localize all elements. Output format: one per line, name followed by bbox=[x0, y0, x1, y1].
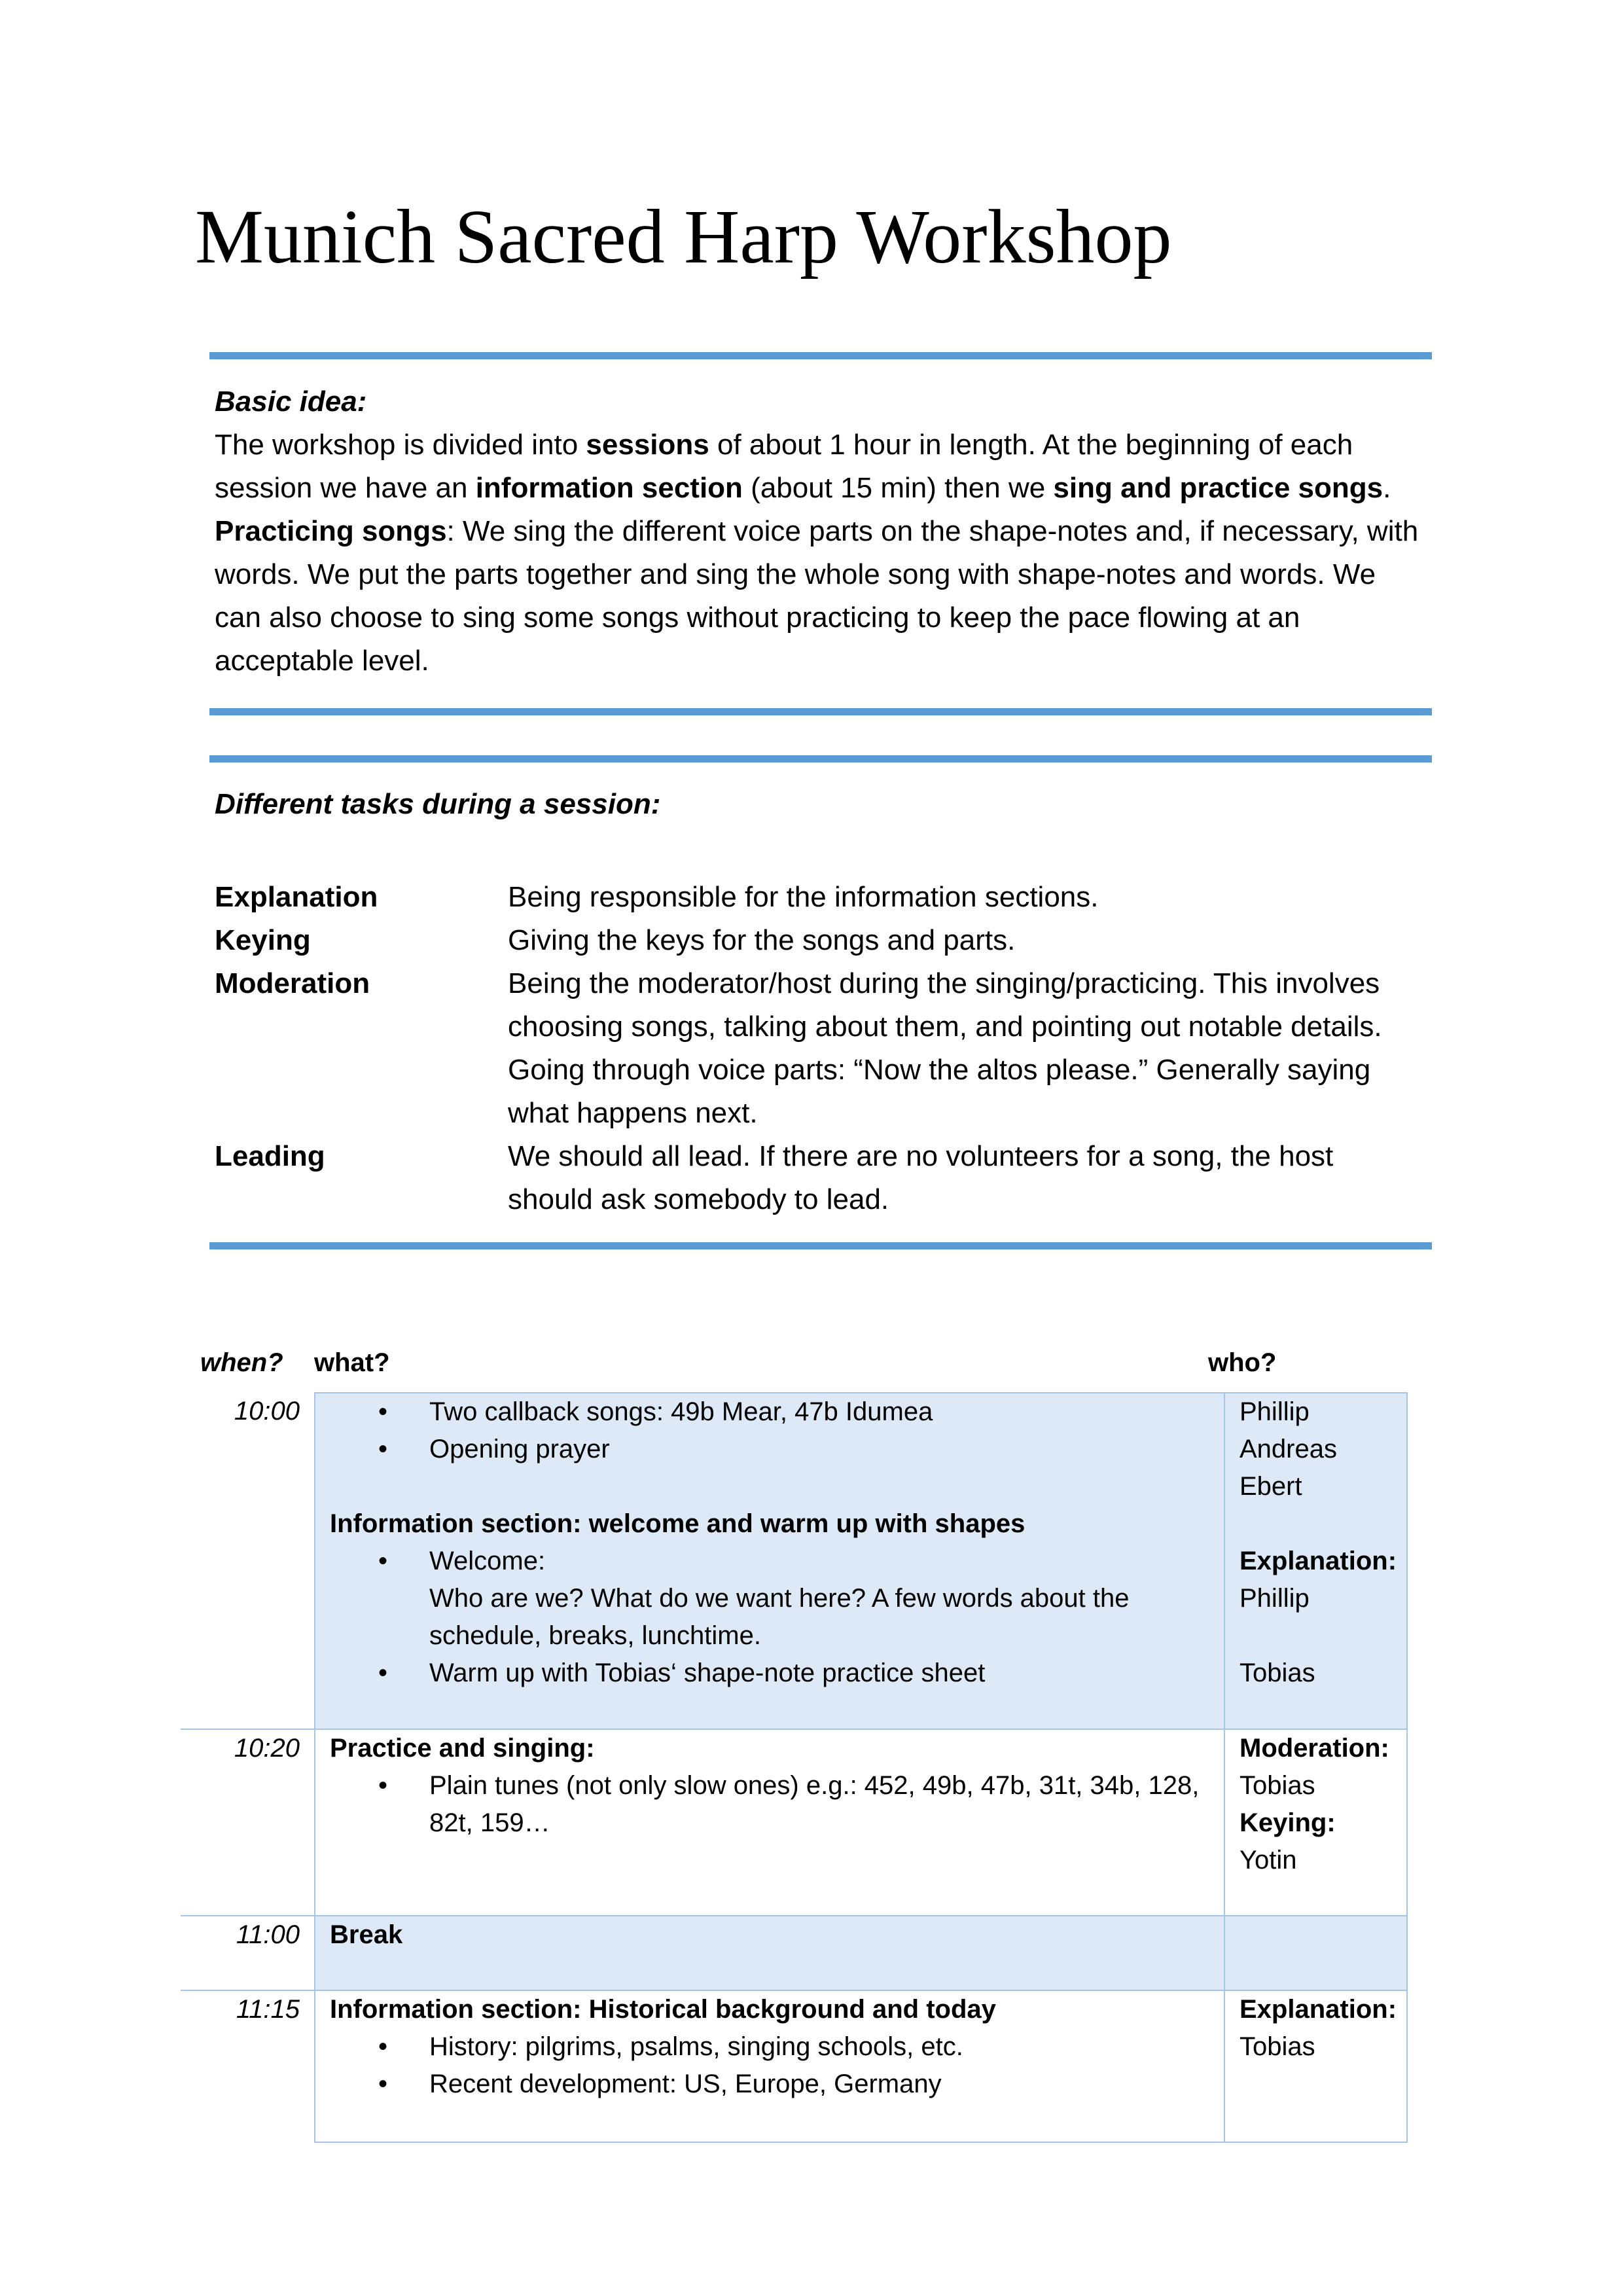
spacer bbox=[330, 1468, 1224, 1505]
top-rule bbox=[209, 352, 1432, 359]
table-row bbox=[181, 1916, 1407, 1990]
person-cell bbox=[1224, 1729, 1407, 1916]
section-rule bbox=[209, 755, 1432, 762]
activity-cell bbox=[315, 1916, 1224, 1990]
task-name: Explanation bbox=[215, 881, 378, 913]
section-title: Break bbox=[330, 1920, 403, 1949]
schedule-header-who: who? bbox=[1208, 1348, 1277, 1377]
schedule-header-when: when? bbox=[200, 1348, 283, 1377]
person-name: Tobias bbox=[1240, 1771, 1315, 1800]
person-cell bbox=[1224, 1393, 1407, 1729]
table-row bbox=[181, 1393, 1407, 1729]
task-leading bbox=[215, 1135, 1419, 1221]
text-run: (about 15 min) then we bbox=[742, 472, 1054, 504]
list-item: • Opening prayer bbox=[429, 1431, 1224, 1468]
section-rule bbox=[209, 1242, 1432, 1249]
tasks-list bbox=[215, 876, 1419, 1221]
task-moderation bbox=[215, 962, 1419, 1135]
tasks-heading: Different tasks during a session: bbox=[215, 788, 661, 820]
task-description: Being the moderator/host during the singing/practicing. This involves choosing songs, talking about them, and pointing out notable details. Going through voice parts: “Now the altos please.” Generally saying what happens next. bbox=[508, 967, 1382, 1129]
person-name: Yotin bbox=[1240, 1846, 1297, 1874]
spacer bbox=[1240, 1505, 1406, 1543]
table-row bbox=[181, 1990, 1407, 2142]
list-item: • Warm up with Tobias‘ shape-note practice sheet bbox=[429, 1655, 1224, 1692]
person-cell bbox=[1224, 1990, 1407, 2142]
bold-run: sing and practice songs bbox=[1053, 472, 1383, 504]
bullet-list bbox=[330, 1543, 1224, 1692]
basic-idea-paragraph-1 bbox=[215, 423, 1419, 510]
activity-cell bbox=[315, 1990, 1224, 2142]
time-cell: 10:00 bbox=[181, 1393, 315, 1729]
section-rule bbox=[209, 708, 1432, 715]
task-description: Being responsible for the information sections. bbox=[508, 881, 1099, 913]
spacer bbox=[1240, 1617, 1406, 1655]
person-name: Phillip bbox=[1240, 1397, 1310, 1426]
bullet-list bbox=[330, 1767, 1224, 1842]
role-label: Keying: bbox=[1240, 1808, 1336, 1837]
list-item: • Plain tunes (not only slow ones) e.g.: 452, 49b, 47b, 31t, 34b, 128, 82t, 159… bbox=[429, 1767, 1224, 1842]
section-title: Information section: welcome and warm up with shapes bbox=[330, 1509, 1026, 1538]
activity-cell bbox=[315, 1729, 1224, 1916]
person-name: Phillip bbox=[1240, 1584, 1310, 1613]
list-item: • History: pilgrims, psalms, singing schools, etc. bbox=[429, 2028, 1224, 2066]
section-title: Practice and singing: bbox=[330, 1734, 595, 1763]
task-name: Leading bbox=[215, 1140, 325, 1172]
schedule-table bbox=[181, 1392, 1408, 2143]
bullet-list bbox=[330, 2028, 1224, 2103]
text-run: : We sing the different voice parts on the shape-notes and, if necessary, with words. We put the parts together and sing the whole song with shape-notes and words. We can also choose to sing some songs without practicing to keep the pace flowing at an acceptable level. bbox=[215, 515, 1419, 677]
role-label: Explanation: bbox=[1240, 1995, 1397, 2024]
bold-run: information section bbox=[475, 472, 743, 504]
welcome-detail: Who are we? What do we want here? A few words about the schedule, breaks, lunchtime. bbox=[429, 1584, 1130, 1650]
time-cell: 10:20 bbox=[181, 1729, 315, 1916]
text-run: of about 1 hour in length. At the beginning of each session we have an bbox=[215, 429, 1353, 504]
basic-idea-paragraph-2 bbox=[215, 510, 1419, 683]
text-run: . bbox=[1383, 472, 1391, 504]
time-cell: 11:00 bbox=[181, 1916, 315, 1990]
basic-idea-heading: Basic idea: bbox=[215, 386, 367, 418]
person-name: Andreas Ebert bbox=[1240, 1435, 1337, 1501]
task-description: We should all lead. If there are no volunteers for a song, the host should ask somebody to lead. bbox=[508, 1140, 1334, 1215]
role-label: Moderation: bbox=[1240, 1734, 1389, 1763]
schedule-header-what: what? bbox=[314, 1348, 390, 1377]
welcome-label: • Welcome: bbox=[429, 1547, 546, 1575]
person-name: Tobias bbox=[1240, 2032, 1315, 2061]
text-run: The workshop is divided into bbox=[215, 429, 586, 461]
task-name: Keying bbox=[215, 924, 311, 956]
time-cell: 11:15 bbox=[181, 1990, 315, 2142]
list-item: • Two callback songs: 49b Mear, 47b Idumea bbox=[429, 1393, 1224, 1431]
bullet-list bbox=[330, 1393, 1224, 1468]
document-title: Munich Sacred Harp Workshop bbox=[195, 194, 1172, 279]
bold-run: Practicing songs bbox=[215, 515, 447, 547]
section-title: Information section: Historical background and today bbox=[330, 1995, 996, 2024]
person-name: Tobias bbox=[1240, 1659, 1315, 1687]
role-label: Explanation: bbox=[1240, 1547, 1397, 1575]
person-cell bbox=[1224, 1916, 1407, 1990]
table-row bbox=[181, 1729, 1407, 1916]
list-item: • Recent development: US, Europe, Germany bbox=[429, 2066, 1224, 2103]
bold-run: sessions bbox=[586, 429, 709, 461]
list-item bbox=[429, 1543, 1224, 1655]
task-name: Moderation bbox=[215, 967, 370, 999]
task-explanation bbox=[215, 876, 1419, 919]
tasks-heading-block bbox=[215, 783, 1419, 826]
basic-idea-section bbox=[215, 380, 1419, 683]
task-description: Giving the keys for the songs and parts. bbox=[508, 924, 1016, 956]
task-keying bbox=[215, 919, 1419, 962]
activity-cell bbox=[315, 1393, 1224, 1729]
